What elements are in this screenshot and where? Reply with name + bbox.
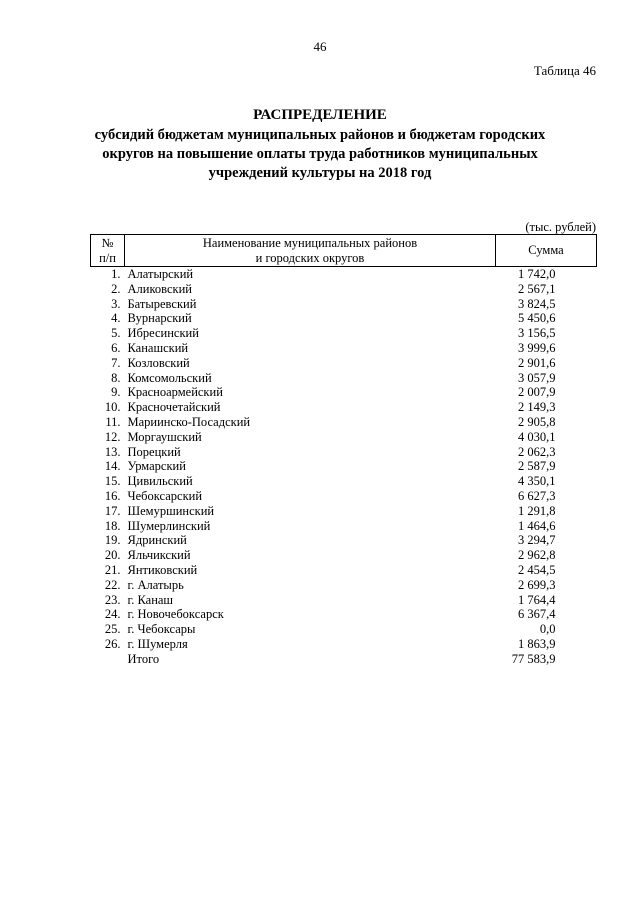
row-sum: 1 464,6	[518, 518, 556, 533]
total-row	[91, 652, 597, 667]
table-row	[91, 474, 597, 489]
row-number: 1.	[111, 267, 121, 281]
row-sum: 5 450,6	[518, 311, 556, 326]
table-row	[91, 533, 597, 548]
document-title	[60, 106, 580, 183]
table-row	[91, 445, 597, 460]
row-sum: 3 999,6	[518, 340, 556, 355]
row-sum: 2 149,3	[518, 400, 556, 415]
row-sum: 2 454,5	[518, 562, 556, 577]
row-name: Батыревский	[127, 296, 197, 311]
row-sum: 1 291,8	[518, 503, 556, 518]
row-sum: 3 156,5	[518, 326, 556, 341]
row-name: Козловский	[127, 355, 190, 370]
table-row	[91, 504, 597, 519]
row-number: 18.	[104, 518, 121, 533]
row-number: 10.	[104, 400, 121, 415]
row-number: 17.	[104, 503, 121, 518]
units-note: (тыс. рублей)	[525, 220, 596, 234]
page-number: 46	[313, 39, 327, 54]
header-name	[125, 235, 496, 267]
title-line-3: округов на повышение оплаты труда работников муниципальных	[102, 146, 538, 162]
title-line-4: учреждений культуры на 2018 год	[208, 165, 432, 181]
row-number: 8.	[111, 370, 121, 385]
total-sum: 77 583,9	[511, 651, 556, 666]
table-row	[91, 593, 597, 608]
row-name: Янтиковский	[127, 562, 198, 577]
row-number: 21.	[104, 562, 121, 577]
header-sum: Сумма	[496, 235, 597, 267]
table-row	[91, 578, 597, 593]
table-row	[91, 459, 597, 474]
row-name: г. Алатырь	[127, 577, 184, 592]
row-sum: 4 350,1	[518, 474, 556, 489]
table-row	[91, 326, 597, 341]
table-row	[91, 311, 597, 326]
table-row	[91, 297, 597, 312]
row-name: Комсомольский	[127, 370, 212, 385]
row-number: 15.	[104, 474, 121, 489]
table-row	[91, 563, 597, 578]
row-number: 13.	[104, 444, 121, 459]
header-number	[91, 235, 125, 267]
table-row	[91, 430, 597, 445]
row-name: Шумерлинский	[127, 518, 211, 533]
row-sum: 1 863,9	[518, 636, 556, 651]
total-label: Итого	[127, 651, 160, 666]
row-sum: 2 962,8	[518, 548, 556, 563]
row-name: Алатырский	[127, 267, 194, 281]
row-name: Порецкий	[127, 444, 181, 459]
row-number: 24.	[104, 607, 121, 622]
table-row	[91, 400, 597, 415]
table-row	[91, 548, 597, 563]
row-number: 4.	[111, 311, 121, 326]
row-number: 16.	[104, 488, 121, 503]
table-row	[91, 282, 597, 297]
row-sum: 1 764,4	[518, 592, 556, 607]
row-sum: 6 367,4	[518, 607, 556, 622]
row-number: 22.	[104, 577, 121, 592]
table-row	[91, 519, 597, 534]
table-row	[91, 371, 597, 386]
row-name: Мариинско-Посадский	[127, 414, 251, 429]
row-name: г. Новочебоксарск	[127, 607, 224, 622]
row-sum: 1 742,0	[518, 267, 556, 281]
row-name: Цивильский	[127, 474, 193, 489]
table-row	[91, 356, 597, 371]
row-name: Вурнарский	[127, 311, 192, 326]
row-name: Красночетайский	[127, 400, 221, 415]
row-name: Ядринский	[127, 533, 187, 548]
table-label: Таблица 46	[533, 63, 596, 78]
row-name: Моргаушский	[127, 429, 202, 444]
row-name: Ибресинский	[127, 326, 199, 341]
table-row	[91, 415, 597, 430]
table-row	[91, 622, 597, 637]
row-number: 19.	[104, 533, 121, 548]
table-row	[91, 607, 597, 622]
row-sum: 3 294,7	[518, 533, 556, 548]
table-row	[91, 267, 597, 282]
row-number: 14.	[104, 459, 121, 474]
distribution-table	[90, 234, 597, 667]
row-name: Красноармейский	[127, 385, 223, 400]
row-number: 25.	[104, 622, 121, 637]
row-sum: 2 007,9	[518, 385, 556, 400]
table-row	[91, 489, 597, 504]
row-number: 6.	[111, 340, 121, 355]
row-name: Урмарский	[127, 459, 186, 474]
row-number: 26.	[104, 636, 121, 651]
row-sum: 3 057,9	[518, 370, 556, 385]
row-number: 7.	[111, 355, 121, 370]
row-name: Шемуршинский	[127, 503, 215, 518]
row-number: 11.	[105, 414, 121, 429]
row-sum: 2 587,9	[518, 459, 556, 474]
row-sum: 2 567,1	[518, 281, 556, 296]
header-name-line-2: и городских округов	[255, 250, 365, 265]
header-number-line-1: №	[101, 236, 114, 250]
header-number-line-2: п/п	[99, 251, 116, 265]
table-row	[91, 637, 597, 652]
row-number: 20.	[104, 548, 121, 563]
row-name: Аликовский	[127, 281, 192, 296]
row-name: Чебоксарский	[127, 488, 203, 503]
table-body	[91, 267, 597, 667]
row-number: 23.	[104, 592, 121, 607]
row-sum: 3 824,5	[518, 296, 556, 311]
title-line-1: РАСПРЕДЕЛЕНИЕ	[253, 107, 387, 123]
row-sum: 6 627,3	[518, 488, 556, 503]
header-name-line-1: Наименование муниципальных районов	[202, 235, 418, 250]
row-number: 9.	[111, 385, 121, 400]
title-line-2: субсидий бюджетам муниципальных районов и бюджетам городских	[94, 127, 546, 143]
table-row	[91, 341, 597, 356]
row-sum: 4 030,1	[518, 429, 556, 444]
table-header-row	[91, 235, 597, 267]
row-name: г. Канаш	[127, 592, 174, 607]
table-row	[91, 385, 597, 400]
row-name: г. Шумерля	[127, 636, 188, 651]
row-sum: 2 699,3	[518, 577, 556, 592]
row-number: 5.	[111, 326, 121, 341]
row-number: 2.	[111, 281, 121, 296]
total-number	[91, 652, 125, 667]
row-number: 3.	[111, 296, 121, 311]
row-sum: 2 062,3	[518, 444, 556, 459]
row-name: г. Чебоксары	[127, 622, 196, 637]
row-sum: 2 901,6	[518, 355, 556, 370]
row-name: Канашский	[127, 340, 189, 355]
row-name: Яльчикский	[127, 548, 191, 563]
row-sum: 0,0	[539, 622, 556, 637]
row-sum: 2 905,8	[518, 414, 556, 429]
row-number: 12.	[104, 429, 121, 444]
